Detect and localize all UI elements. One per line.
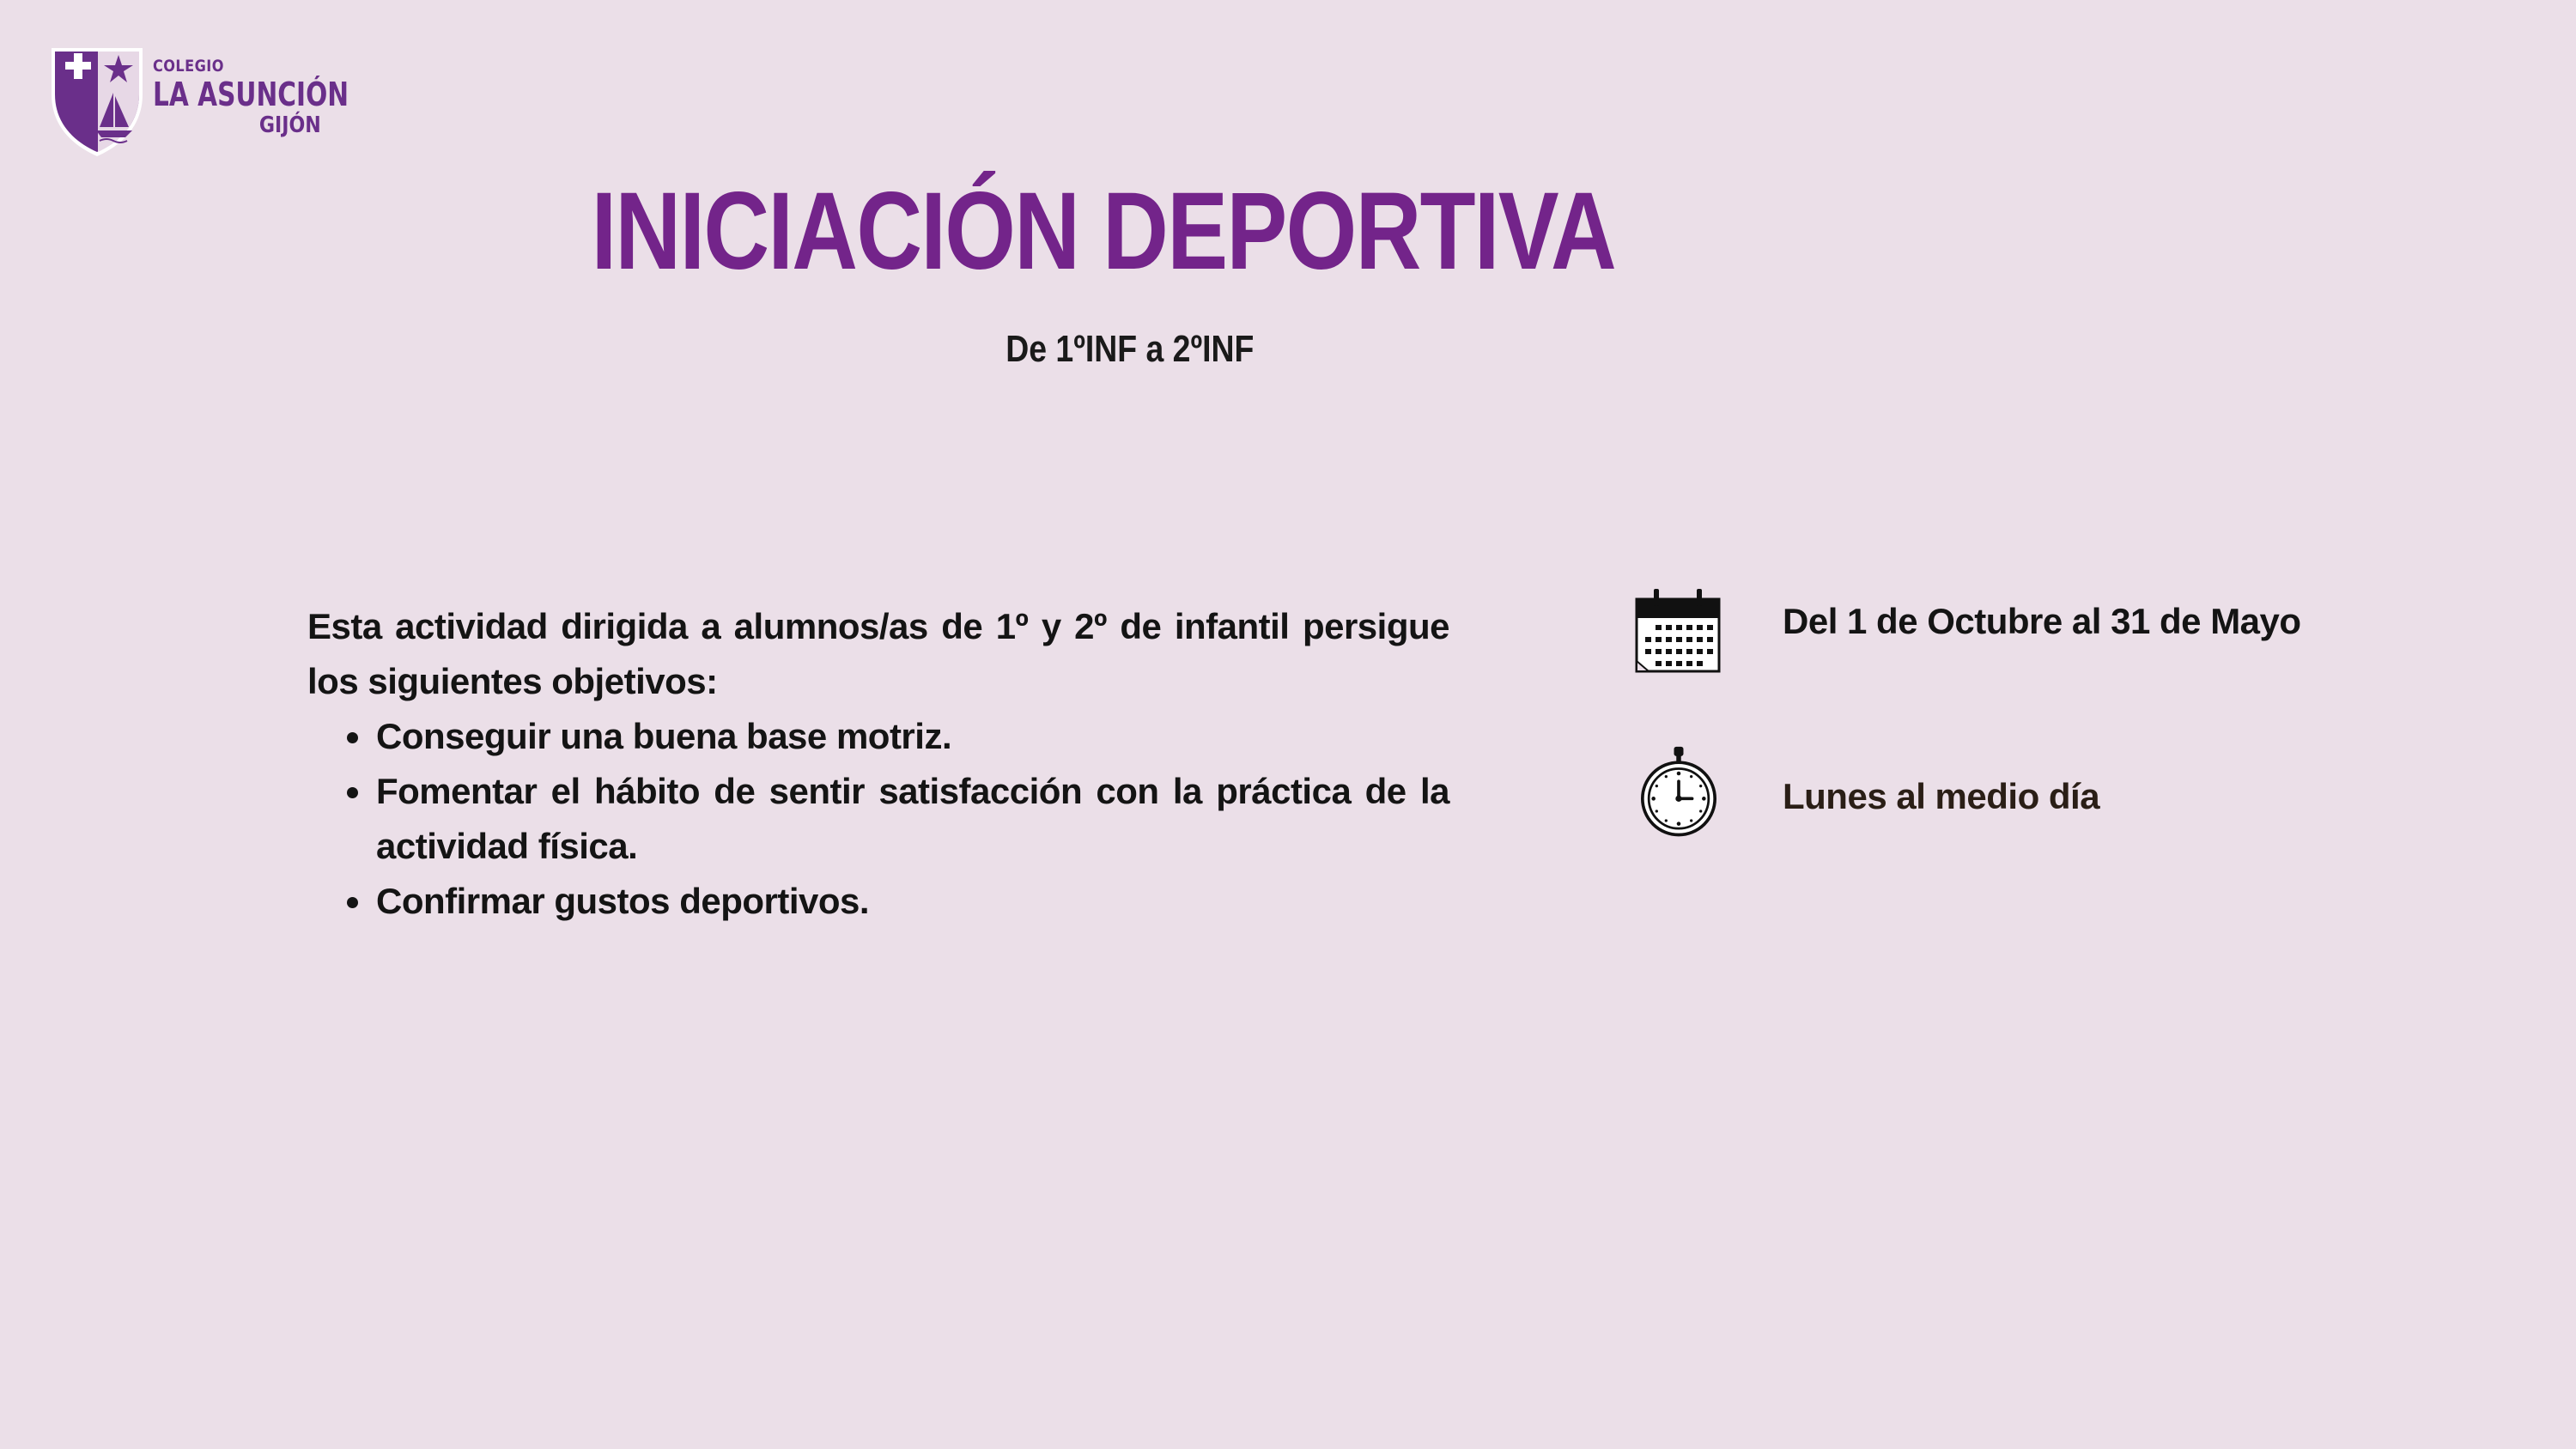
- schedule-time: [1631, 745, 2404, 840]
- objectives-list: [307, 709, 1449, 929]
- logo-line-city: GIJÓN: [258, 112, 321, 138]
- school-logo: [46, 41, 349, 160]
- schedule-time-text: Lunes al medio día: [1783, 776, 2100, 816]
- objective-item: • Conseguir una buena base motriz.: [374, 709, 1449, 764]
- objective-item: • Confirmar gustos deportivos.: [374, 874, 1449, 929]
- stopwatch-icon: [1631, 745, 1726, 840]
- logo-line-colegio: COLEGIO: [153, 57, 224, 76]
- schedule-dates: [1631, 584, 2404, 678]
- schedule-dates-text: Del 1 de Octubre al 31 de Mayo: [1783, 601, 2301, 641]
- logo-line-name: LA ASUNCIÓN: [153, 76, 349, 113]
- page-title: INICIACIÓN DEPORTIVA: [591, 170, 1616, 293]
- objective-item: • Fomentar el hábito de sentir satisfacción con la práctica de la actividad física.: [374, 764, 1449, 874]
- description-intro: Esta actividad dirigida a alumnos/as de 1º y 2º de infantil persigue los siguientes objetivos:: [307, 606, 1449, 701]
- logo-wordmark: [153, 57, 349, 138]
- activity-description: [307, 599, 1449, 929]
- calendar-icon: [1631, 584, 1726, 678]
- page-subtitle: De 1ºINF a 2ºINF: [1005, 328, 1255, 370]
- shield-crest-icon: [46, 41, 148, 160]
